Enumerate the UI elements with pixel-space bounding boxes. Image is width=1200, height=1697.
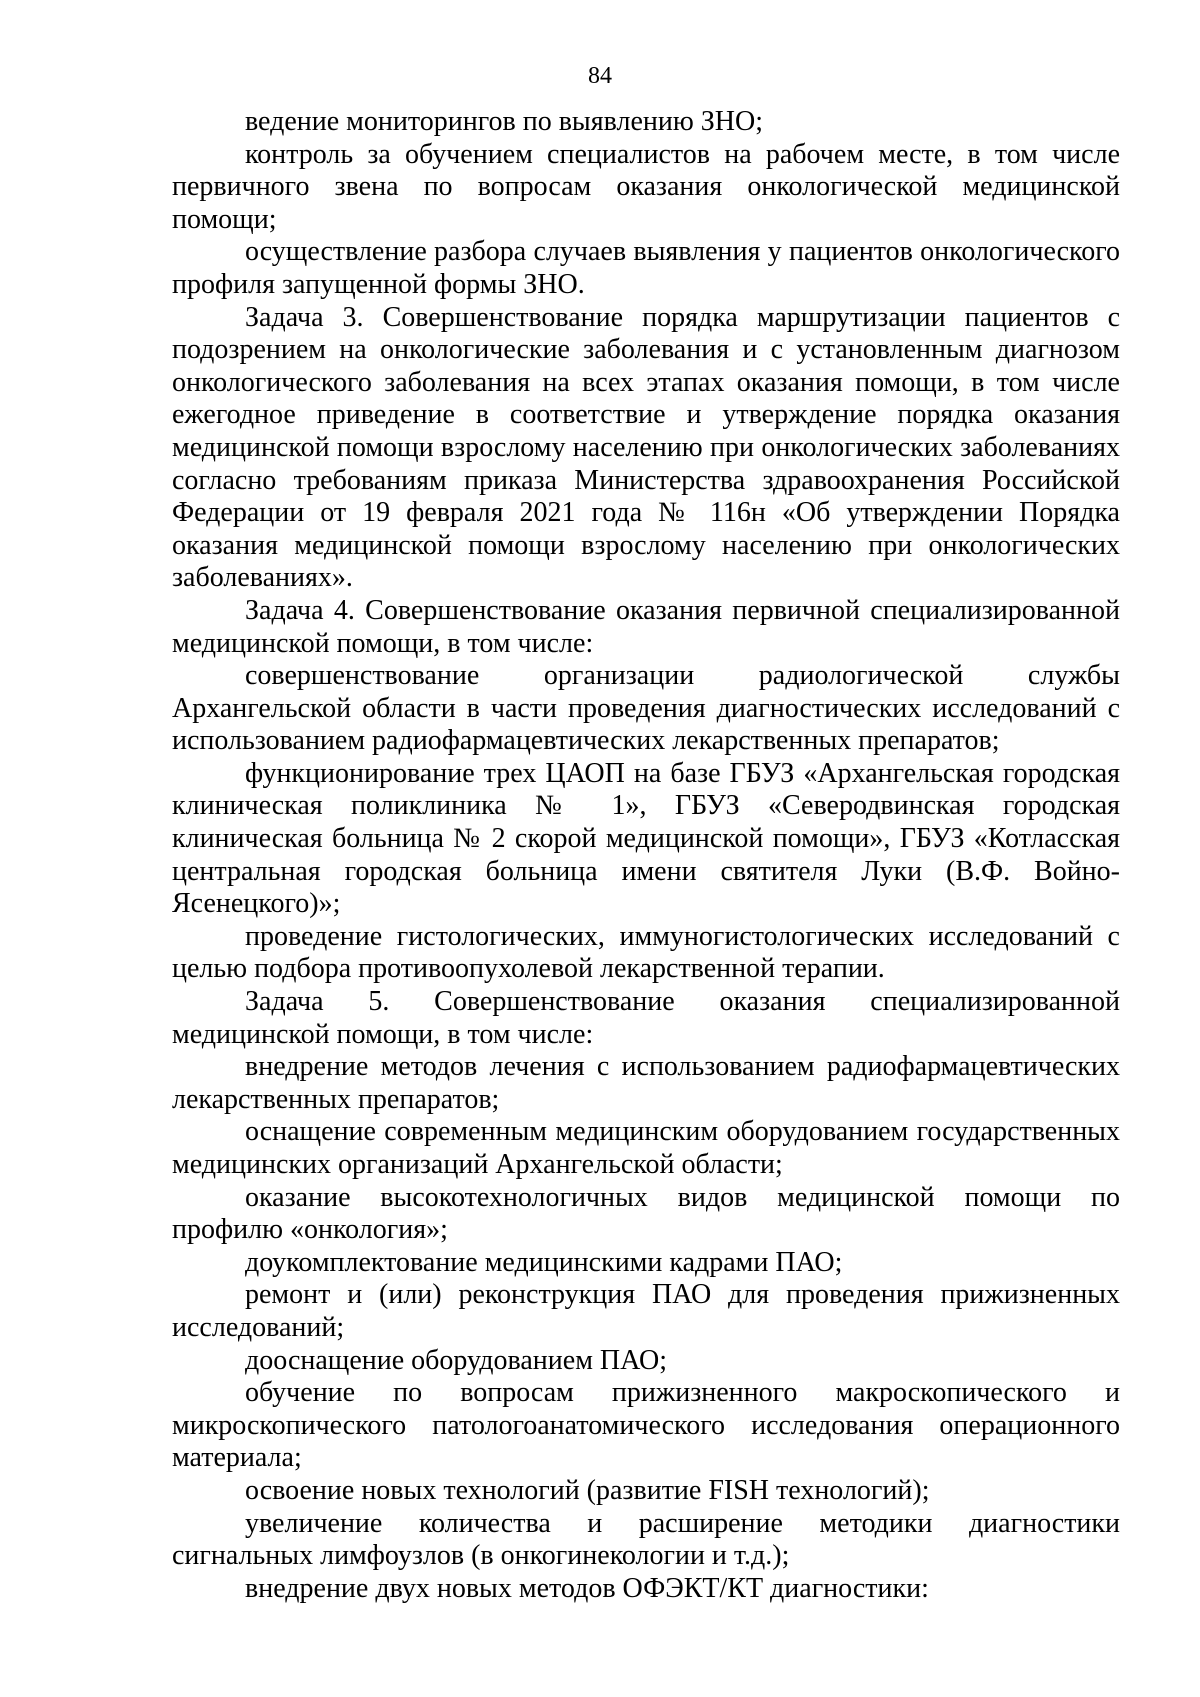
paragraph: контроль за обучением специалистов на рабочем месте, в том числе первичного звена по вопросам оказания онкологической медицинской помощи; <box>172 138 1120 235</box>
paragraph: совершенствование организации радиологической службы Архангельской области в части проведения диагностических исследований с использованием радиофармацевтических лекарственных препаратов; <box>172 660 1120 757</box>
paragraph: ремонт и (или) реконструкция ПАО для проведения прижизненных исследований; <box>172 1279 1120 1343</box>
paragraph: ведение мониторингов по выявлению ЗНО; <box>245 106 763 137</box>
paragraph: освоение новых технологий (развитие FISH технологий); <box>245 1474 930 1506</box>
paragraph: Задача 3. Совершенствование порядка маршрутизации пациентов с подозрением на онкологические заболевания и с установленным диагнозом онкологического заболевания на всех этапах оказания помощи, в том числе ежегодное приведение в соответствие и утверждение порядка оказания медицинской помощи взрослому населению при онкологических заболеваниях согласно требованиям приказа Министерства здравоохранения Российской Федерации от 19 февраля 2021 года № 116н «Об утверждении Порядка оказания медицинской помощи взрослому населению при онкологических заболеваниях». <box>172 301 1120 594</box>
paragraph: оснащение современным медицинским оборудованием государственных медицинских организаций Архангельской области; <box>172 1116 1120 1180</box>
paragraph: внедрение двух новых методов ОФЭКТ/КТ диагностики: <box>245 1572 929 1604</box>
paragraph: Задача 4. Совершенствование оказания первичной специализированной медицинской помощи, в том числе: <box>172 594 1120 659</box>
paragraph: оказание высокотехнологичных видов медицинской помощи по профилю «онкология»; <box>172 1181 1120 1246</box>
paragraph: функционирование трех ЦАОП на базе ГБУЗ «Архангельская городская клиническая поликлиника № 1», ГБУЗ «Северодвинская городская клиническая больница № 2 скорой медицинской помощи», ГБУЗ «Котласская центральная городская больница имени святителя Луки (В.Ф. Войно-Ясенецкого)»; <box>172 757 1120 920</box>
paragraph: доукомплектование медицинскими кадрами ПАО; <box>245 1246 843 1278</box>
page-number: 84 <box>588 63 612 89</box>
document-body <box>172 106 1120 1605</box>
paragraph: осуществление разбора случаев выявления у пациентов онкологического профиля запущенной формы ЗНО. <box>172 236 1120 300</box>
paragraph: обучение по вопросам прижизненного макроскопического и микроскопического патологоанатомического исследования операционного материала; <box>172 1377 1120 1474</box>
paragraph: Задача 5. Совершенствование оказания специализированной медицинской помощи, в том числе: <box>172 986 1120 1050</box>
paragraph: увеличение количества и расширение методики диагностики сигнальных лимфоузлов (в онкогинекологии и т.д.); <box>172 1507 1120 1572</box>
paragraph: дооснащение оборудованием ПАО; <box>245 1344 667 1376</box>
paragraph: проведение гистологических, иммуногистологических исследований с целью подбора противоопухолевой лекарственной терапии. <box>172 920 1120 985</box>
paragraph: внедрение методов лечения с использованием радиофармацевтических лекарственных препаратов; <box>172 1051 1120 1115</box>
